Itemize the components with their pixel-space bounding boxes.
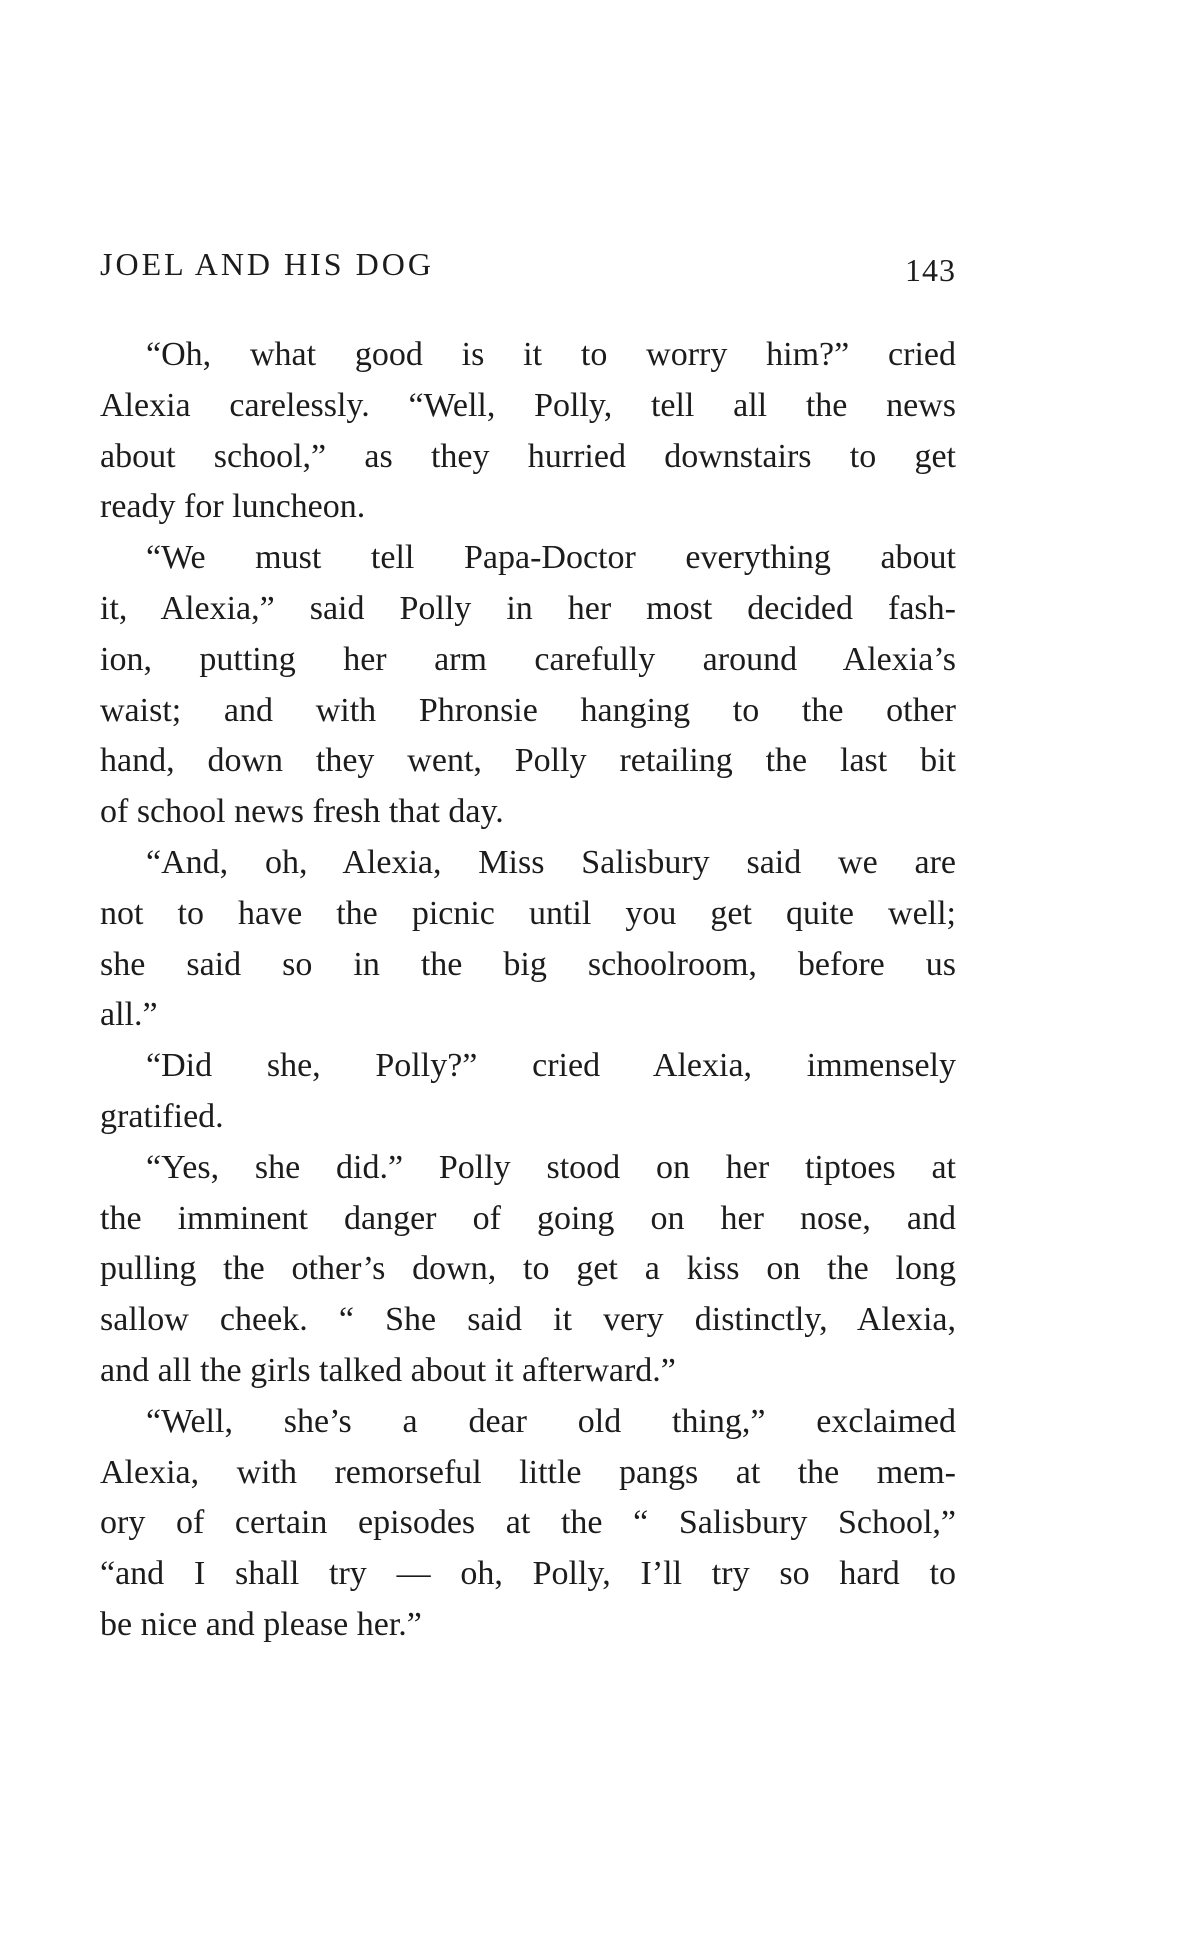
- body-text: [100, 330, 956, 1651]
- text-line: of school news fresh that day.: [100, 793, 504, 831]
- text-line: “Oh, what good is it to worry him?” cried: [146, 336, 956, 373]
- text-line: hand, down they went, Polly retailing the last bit: [100, 742, 956, 780]
- text-line: about school,” as they hurried downstairs to get: [100, 437, 956, 475]
- text-line: pulling the other’s down, to get a kiss on the long: [100, 1250, 956, 1288]
- text-line: not to have the picnic until you get quite well;: [100, 894, 956, 932]
- text-line: “and I shall try — oh, Polly, I’ll try so hard to: [100, 1555, 956, 1593]
- text-line: “Did she, Polly?” cried Alexia, immensely: [146, 1047, 956, 1085]
- text-line: “And, oh, Alexia, Miss Salisbury said we are: [146, 843, 956, 881]
- text-line: it, Alexia,” said Polly in her most decided fash-: [100, 589, 956, 627]
- paragraph: [100, 533, 956, 838]
- text-line: ory of certain episodes at the “ Salisbury School,”: [100, 1504, 956, 1542]
- text-line: gratified.: [100, 1097, 224, 1135]
- text-line: all.”: [100, 996, 158, 1034]
- text-line: she said so in the big schoolroom, before us: [100, 945, 956, 983]
- running-title: JOEL AND HIS DOG: [100, 246, 434, 282]
- text-line: and all the girls talked about it afterward.”: [100, 1351, 676, 1389]
- text-line: the imminent danger of going on her nose, and: [100, 1199, 956, 1237]
- text-line: waist; and with Phronsie hanging to the other: [100, 691, 956, 729]
- text-line: ready for luncheon.: [100, 488, 366, 526]
- text-line: Alexia carelessly. “Well, Polly, tell all the news: [100, 386, 956, 424]
- running-head: [100, 240, 956, 288]
- page-number: 143: [905, 252, 956, 288]
- text-line: Alexia, with remorseful little pangs at the mem-: [100, 1453, 956, 1491]
- paragraph: [100, 1143, 956, 1397]
- paragraph: [100, 330, 956, 533]
- paragraph: [100, 838, 956, 1041]
- paragraph: [100, 1041, 956, 1143]
- text-line: be nice and please her.”: [100, 1605, 422, 1643]
- text-line: “We must tell Papa-Doctor everything about: [146, 539, 956, 577]
- paragraph: [100, 1397, 956, 1651]
- text-line: “Well, she’s a dear old thing,” exclaimed: [146, 1402, 956, 1440]
- text-line: sallow cheek. “ She said it very distinctly, Alexia,: [100, 1301, 956, 1339]
- text-line: ion, putting her arm carefully around Alexia’s: [100, 640, 956, 678]
- text-line: “Yes, she did.” Polly stood on her tiptoes at: [146, 1148, 956, 1186]
